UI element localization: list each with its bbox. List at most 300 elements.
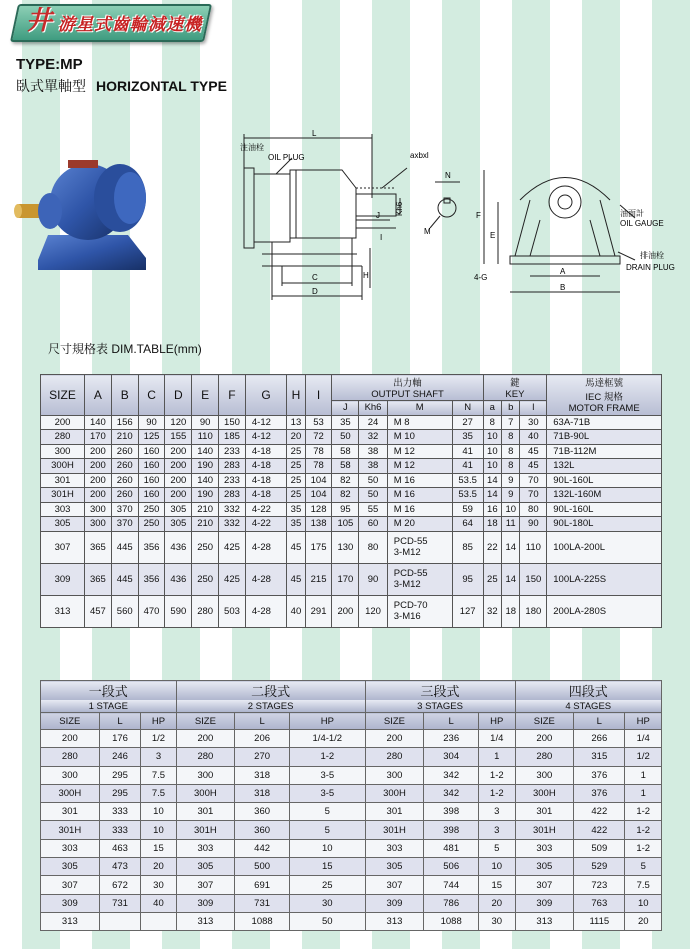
- front-view-drawing: [470, 160, 695, 310]
- dim-table-cell: 305: [165, 502, 192, 517]
- dim-table-cell: 90L-180L: [547, 517, 662, 532]
- dim-table-cell: 41: [452, 459, 483, 474]
- stage-table-cell: 481: [424, 839, 479, 857]
- key-header: [483, 375, 547, 401]
- dim-table-cell: 95: [452, 563, 483, 595]
- dim-table-cell: 445: [111, 563, 138, 595]
- label-D: D: [312, 287, 318, 296]
- dim-table-cell: 82: [332, 473, 359, 488]
- stage-table-cell: 672: [99, 876, 141, 894]
- dim-table-row: [41, 444, 662, 459]
- dim-table-cell: 200: [85, 488, 112, 503]
- stage-table-cell: 309: [176, 894, 235, 912]
- dim-table-cell: 100LA-225S: [547, 563, 662, 595]
- stage-table-cell: 10: [479, 858, 515, 876]
- dim-table-cell: 50: [359, 473, 387, 488]
- stage-table-cell: 301H: [365, 821, 424, 839]
- stage-table-cell: 313: [515, 912, 574, 930]
- dim-table-cell: 210: [111, 430, 138, 445]
- col-key-a: a: [483, 401, 501, 416]
- col-g: G: [245, 375, 286, 416]
- dim-table-cell: 125: [138, 430, 165, 445]
- stage-col-l: L: [574, 713, 625, 730]
- label-B: B: [560, 283, 566, 292]
- stage-table-cell: 15: [479, 876, 515, 894]
- dim-table-cell: 200: [85, 459, 112, 474]
- col-n: N: [452, 401, 483, 416]
- shaft-end-drawing: [420, 168, 475, 240]
- dim-table-cell: 10: [483, 430, 501, 445]
- stage-table-cell: 300H: [515, 784, 574, 802]
- dim-table-cell: 11: [502, 517, 520, 532]
- dim-table-cell: 590: [165, 595, 192, 627]
- stage-table-cell: 300H: [365, 784, 424, 802]
- stage-table-cell: 1: [625, 766, 662, 784]
- stage-table-cell: 300: [176, 766, 235, 784]
- dim-table-cell: 309: [41, 563, 85, 595]
- dim-table-cell: 150: [520, 563, 547, 595]
- stage-table-row: [41, 766, 662, 784]
- dim-table-cell: 10: [502, 502, 520, 517]
- dim-table-cell: 260: [111, 473, 138, 488]
- dim-table-cell: 313: [41, 595, 85, 627]
- dim-table-cell: 356: [138, 531, 165, 563]
- dim-table-cell: 4-28: [245, 595, 286, 627]
- dim-table-cell: 425: [219, 531, 246, 563]
- stage-header-en: 3 STAGES: [365, 700, 515, 713]
- stage-col-size: SIZE: [176, 713, 235, 730]
- dim-table-cell: 90: [138, 415, 165, 430]
- stage-table-cell: 509: [574, 839, 625, 857]
- dim-table-cell: 105: [332, 517, 359, 532]
- stage-table-cell: 731: [235, 894, 290, 912]
- stage-col-l: L: [235, 713, 290, 730]
- dim-table-cell: 150: [219, 415, 246, 430]
- stage-table-cell: 200: [365, 730, 424, 748]
- dim-table-cell: 250: [138, 502, 165, 517]
- col-h: H: [287, 375, 305, 416]
- label-C: C: [312, 273, 318, 282]
- stage-table-cell: 1-2: [625, 821, 662, 839]
- dim-table-cell: 32: [483, 595, 501, 627]
- dim-table-cell: 10: [483, 444, 501, 459]
- dim-table-cell: 356: [138, 563, 165, 595]
- stage-table-cell: 301: [176, 803, 235, 821]
- stage-table-row: [41, 858, 662, 876]
- dim-table-cell: 9: [502, 488, 520, 503]
- dimension-table-body: [41, 415, 662, 627]
- type-subtitle-cn: 臥式單軸型: [16, 78, 86, 94]
- stage-table-cell: 5: [289, 803, 365, 821]
- stage-table-cell: 731: [99, 894, 141, 912]
- dim-table-cell: 25: [287, 459, 305, 474]
- stage-table-cell: 206: [235, 730, 290, 748]
- stage-table-cell: 40: [141, 894, 176, 912]
- dimension-table: [40, 374, 662, 628]
- stage-table-cell: 301H: [515, 821, 574, 839]
- dim-table-cell: 71B-112M: [547, 444, 662, 459]
- stage-table-cell: 1-2: [479, 784, 515, 802]
- stage-table-cell: 301H: [176, 821, 235, 839]
- stage-table-cell: 422: [574, 803, 625, 821]
- dim-table-cell: 200: [41, 415, 85, 430]
- stage-header-cn: 一段式: [41, 681, 177, 701]
- dim-table-cell: PCD-55 3-M12: [387, 531, 452, 563]
- stage-table-row: [41, 784, 662, 802]
- stage-table-cell: 200: [176, 730, 235, 748]
- dim-table-cell: 8: [502, 430, 520, 445]
- stage-table-cell: 303: [515, 839, 574, 857]
- dim-table-cell: 300: [85, 517, 112, 532]
- stage-table-cell: 7.5: [625, 876, 662, 894]
- stage-table-cell: 300: [365, 766, 424, 784]
- stage-table-cell: 398: [424, 803, 479, 821]
- dim-table-cell: 250: [192, 531, 219, 563]
- dim-table-row: [41, 595, 662, 627]
- stage-table-cell: 500: [235, 858, 290, 876]
- dim-table-cell: 4-18: [245, 444, 286, 459]
- dim-table-cell: 35: [452, 430, 483, 445]
- dim-table-cell: 4-12: [245, 415, 286, 430]
- stage-table: [40, 680, 662, 931]
- dim-table-cell: 14: [483, 488, 501, 503]
- dim-table-cell: 55: [359, 502, 387, 517]
- stage-col-l: L: [424, 713, 479, 730]
- stage-table-cell: 303: [365, 839, 424, 857]
- dim-table-cell: 140: [192, 444, 219, 459]
- dim-table-cell: 4-18: [245, 473, 286, 488]
- stage-header-en: 1 STAGE: [41, 700, 177, 713]
- col-m: M: [387, 401, 452, 416]
- dim-table-caption: 尺寸規格表 DIM.TABLE(mm): [48, 342, 202, 356]
- col-size: SIZE: [41, 375, 85, 416]
- stage-table-cell: 333: [99, 821, 141, 839]
- dim-table-cell: 32: [359, 430, 387, 445]
- dim-table-cell: M 12: [387, 459, 452, 474]
- stage-table-cell: 318: [235, 784, 290, 802]
- dim-table-cell: 370: [111, 517, 138, 532]
- stage-table-row: [41, 730, 662, 748]
- label-J: J: [376, 211, 380, 220]
- col-key-b: b: [502, 401, 520, 416]
- dim-table-cell: 10: [483, 459, 501, 474]
- stage-table-cell: 1-2: [625, 803, 662, 821]
- stage-col-hp: HP: [141, 713, 176, 730]
- stage-col-l: L: [99, 713, 141, 730]
- dim-table-cell: 307: [41, 531, 85, 563]
- dim-table-cell: 280: [41, 430, 85, 445]
- dim-table-cell: 300: [41, 444, 85, 459]
- key-cn: 鍵: [510, 378, 520, 389]
- dim-table-cell: 35: [287, 517, 305, 532]
- stage-table-cell: 307: [176, 876, 235, 894]
- stage-table-cell: 1-2: [625, 839, 662, 857]
- stage-table-cell: 246: [99, 748, 141, 766]
- dim-table-cell: 303: [41, 502, 85, 517]
- dim-table-cell: M 16: [387, 473, 452, 488]
- dim-table-cell: 365: [85, 563, 112, 595]
- stage-table-cell: 303: [176, 839, 235, 857]
- dim-table-cell: 25: [287, 444, 305, 459]
- output-shaft-en: OUTPUT SHAFT: [371, 389, 444, 400]
- stage-table-cell: 25: [289, 876, 365, 894]
- dim-table-cell: 45: [287, 563, 305, 595]
- dim-table-cell: 100LA-200L: [547, 531, 662, 563]
- stage-header-cn: 三段式: [365, 681, 515, 701]
- col-d: D: [165, 375, 192, 416]
- dim-table-cell: 170: [85, 430, 112, 445]
- stage-table-cell: 20: [141, 858, 176, 876]
- key-en: KEY: [505, 389, 525, 400]
- motor-frame-cn1: 馬達框號: [585, 378, 624, 390]
- label-F: F: [476, 211, 481, 220]
- dim-table-cell: 4-18: [245, 488, 286, 503]
- stage-col-hp: HP: [289, 713, 365, 730]
- dim-table-cell: 160: [138, 459, 165, 474]
- dim-table-cell: 4-22: [245, 517, 286, 532]
- stage-table-cell: 270: [235, 748, 290, 766]
- stage-table-cell: 376: [574, 766, 625, 784]
- stage-table-cell: 1/2: [625, 748, 662, 766]
- dim-table-cell: 38: [359, 444, 387, 459]
- dim-table-row: [41, 517, 662, 532]
- dim-table-cell: 25: [287, 488, 305, 503]
- col-a: A: [85, 375, 112, 416]
- stage-table-cell: 295: [99, 766, 141, 784]
- label-A: A: [560, 267, 566, 276]
- dim-table-cell: 24: [359, 415, 387, 430]
- dim-table-cell: PCD-70 3-M16: [387, 595, 452, 627]
- dim-table-cell: 8: [502, 444, 520, 459]
- dim-table-cell: 200: [165, 488, 192, 503]
- stage-table-cell: 313: [176, 912, 235, 930]
- dim-table-cell: 210: [192, 502, 219, 517]
- dim-table-cell: 445: [111, 531, 138, 563]
- stage-table-cell: 307: [365, 876, 424, 894]
- stage-table-cell: 10: [289, 839, 365, 857]
- dim-table-cell: 370: [111, 502, 138, 517]
- stage-table-row: [41, 839, 662, 857]
- dim-table-cell: 60: [359, 517, 387, 532]
- stage-col-hp: HP: [625, 713, 662, 730]
- dim-table-cell: 90L-160L: [547, 473, 662, 488]
- label-kh6: Kh6: [395, 201, 404, 216]
- dim-table-cell: 110: [192, 430, 219, 445]
- stage-table-cell: 301: [365, 803, 424, 821]
- dim-table-cell: 40: [520, 430, 547, 445]
- stage-table-cell: 723: [574, 876, 625, 894]
- stage-table-cell: 300: [515, 766, 574, 784]
- stage-table-cell: 1-2: [289, 748, 365, 766]
- stage-table-cell: 7.5: [141, 784, 176, 802]
- dim-table-cell: 301H: [41, 488, 85, 503]
- stage-table-cell: 333: [99, 803, 141, 821]
- stage-table-cell: 3: [479, 803, 515, 821]
- dim-table-cell: 38: [359, 459, 387, 474]
- stage-table-cell: 50: [289, 912, 365, 930]
- dim-table-cell: M 16: [387, 502, 452, 517]
- dim-table-cell: 50: [359, 488, 387, 503]
- dim-table-row: [41, 502, 662, 517]
- stage-table-cell: 342: [424, 766, 479, 784]
- dim-table-row: [41, 473, 662, 488]
- stage-table-cell: 3-5: [289, 766, 365, 784]
- stage-table-cell: 280: [515, 748, 574, 766]
- dim-table-cell: 22: [483, 531, 501, 563]
- stage-table-row: [41, 821, 662, 839]
- dim-table-cell: 436: [165, 531, 192, 563]
- brand-logo: 井: [26, 6, 53, 36]
- col-kh6: Kh6: [359, 401, 387, 416]
- stage-table-row: [41, 912, 662, 930]
- dim-table-cell: 110: [520, 531, 547, 563]
- stage-table-cell: 30: [289, 894, 365, 912]
- dim-table-cell: 260: [111, 488, 138, 503]
- stage-table-row: [41, 748, 662, 766]
- drain-plug-cn: 排油栓: [640, 251, 664, 260]
- stage-table-cell: 300H: [176, 784, 235, 802]
- dim-table-cell: M 10: [387, 430, 452, 445]
- drain-plug-en: DRAIN PLUG: [626, 263, 675, 272]
- dim-table-cell: 301: [41, 473, 85, 488]
- dim-table-cell: 78: [305, 459, 332, 474]
- dim-table-cell: 503: [219, 595, 246, 627]
- stage-table-cell: 280: [365, 748, 424, 766]
- dim-table-cell: 14: [502, 563, 520, 595]
- dim-table-cell: 9: [502, 473, 520, 488]
- stage-table-cell: 5: [625, 858, 662, 876]
- dim-table-cell: 233: [219, 444, 246, 459]
- dim-table-cell: 70: [520, 488, 547, 503]
- stage-table-cell: 360: [235, 803, 290, 821]
- dim-table-cell: 82: [332, 488, 359, 503]
- stage-table-cell: 506: [424, 858, 479, 876]
- stage-table-cell: 200: [515, 730, 574, 748]
- output-shaft-header: [332, 375, 483, 401]
- motor-frame-cn2: IEC 規格: [585, 392, 623, 404]
- dim-table-cell: 291: [305, 595, 332, 627]
- dim-table-cell: 305: [41, 517, 85, 532]
- stage-table-cell: 1-2: [479, 766, 515, 784]
- dim-table-cell: 200: [85, 473, 112, 488]
- dim-table-cell: 283: [219, 488, 246, 503]
- stage-table-cell: 360: [235, 821, 290, 839]
- stage-col-hp: HP: [479, 713, 515, 730]
- stage-table-cell: 1: [479, 748, 515, 766]
- stage-table-cell: [99, 912, 141, 930]
- stage-table-cell: 313: [41, 912, 100, 930]
- motor-frame-en: MOTOR FRAME: [568, 403, 640, 415]
- dim-table-cell: 104: [305, 488, 332, 503]
- stage-table-cell: 473: [99, 858, 141, 876]
- stage-table-cell: 15: [141, 839, 176, 857]
- dim-table-cell: 45: [520, 459, 547, 474]
- stage-table-cell: 376: [574, 784, 625, 802]
- stage-table-cell: 309: [41, 894, 100, 912]
- dim-table-cell: 35: [332, 415, 359, 430]
- dim-table-cell: 300: [85, 502, 112, 517]
- dim-table-cell: 180: [520, 595, 547, 627]
- dim-table-cell: 90: [359, 563, 387, 595]
- dim-table-cell: 200: [165, 473, 192, 488]
- stage-table-cell: 1088: [424, 912, 479, 930]
- output-shaft-cn: 出力軸: [393, 378, 422, 389]
- oil-gauge-en: OIL GAUGE: [620, 219, 664, 228]
- stage-table-cell: 236: [424, 730, 479, 748]
- oil-plug-cn: 注油栓: [240, 143, 264, 152]
- dim-table-cell: 140: [85, 415, 112, 430]
- dim-table-cell: 155: [165, 430, 192, 445]
- dim-table-cell: 250: [138, 517, 165, 532]
- dim-table-cell: 8: [502, 459, 520, 474]
- stage-table-body: [41, 730, 662, 931]
- dim-table-cell: 200: [165, 444, 192, 459]
- dim-table-cell: 45: [520, 444, 547, 459]
- dim-table-cell: 160: [138, 444, 165, 459]
- stage-table-cell: 529: [574, 858, 625, 876]
- col-key-l: l: [520, 401, 547, 416]
- dim-table-row: [41, 459, 662, 474]
- dim-table-cell: 200LA-280S: [547, 595, 662, 627]
- stage-table-cell: 763: [574, 894, 625, 912]
- dim-table-cell: 4-28: [245, 531, 286, 563]
- col-i: I: [305, 375, 332, 416]
- dim-table-cell: 45: [287, 531, 305, 563]
- dim-table-cell: 332: [219, 517, 246, 532]
- stage-table-cell: 301: [515, 803, 574, 821]
- dim-table-cell: 138: [305, 517, 332, 532]
- label-M: M: [424, 227, 431, 236]
- stage-table-cell: 691: [235, 876, 290, 894]
- type-title: TYPE:MP: [16, 56, 83, 73]
- dim-table-cell: 160: [138, 473, 165, 488]
- dim-table-cell: 13: [287, 415, 305, 430]
- stage-table-cell: 10: [625, 894, 662, 912]
- dim-table-cell: 436: [165, 563, 192, 595]
- stage-table-cell: 786: [424, 894, 479, 912]
- stage-table-cell: 300H: [41, 784, 100, 802]
- dim-table-cell: 90: [192, 415, 219, 430]
- dim-table-cell: 90: [520, 517, 547, 532]
- stage-table-cell: 305: [365, 858, 424, 876]
- col-f: F: [219, 375, 246, 416]
- stage-table-cell: 305: [41, 858, 100, 876]
- dim-table-cell: 95: [332, 502, 359, 517]
- stage-table-cell: 1: [625, 784, 662, 802]
- stage-table-cell: 1088: [235, 912, 290, 930]
- dim-table-cell: PCD-55 3-M12: [387, 563, 452, 595]
- stage-table-cell: 305: [176, 858, 235, 876]
- stage-table-cell: 303: [41, 839, 100, 857]
- dim-table-cell: 140: [192, 473, 219, 488]
- dim-table-cell: 64: [452, 517, 483, 532]
- stage-table-cell: 5: [479, 839, 515, 857]
- dim-table-cell: 35: [287, 502, 305, 517]
- stage-table-cell: 200: [41, 730, 100, 748]
- dim-table-cell: 200: [332, 595, 359, 627]
- dim-table-cell: 457: [85, 595, 112, 627]
- dim-table-cell: 70: [520, 473, 547, 488]
- stage-table-row: [41, 803, 662, 821]
- label-axbxl: axbxl: [410, 151, 429, 160]
- dim-table-cell: 120: [359, 595, 387, 627]
- label-H: H: [363, 271, 369, 280]
- stage-table-cell: 1/4: [625, 730, 662, 748]
- stage-table-cell: 300: [41, 766, 100, 784]
- stage-table-cell: 5: [289, 821, 365, 839]
- dim-table-cell: 4-22: [245, 502, 286, 517]
- dim-table-cell: 90L-160L: [547, 502, 662, 517]
